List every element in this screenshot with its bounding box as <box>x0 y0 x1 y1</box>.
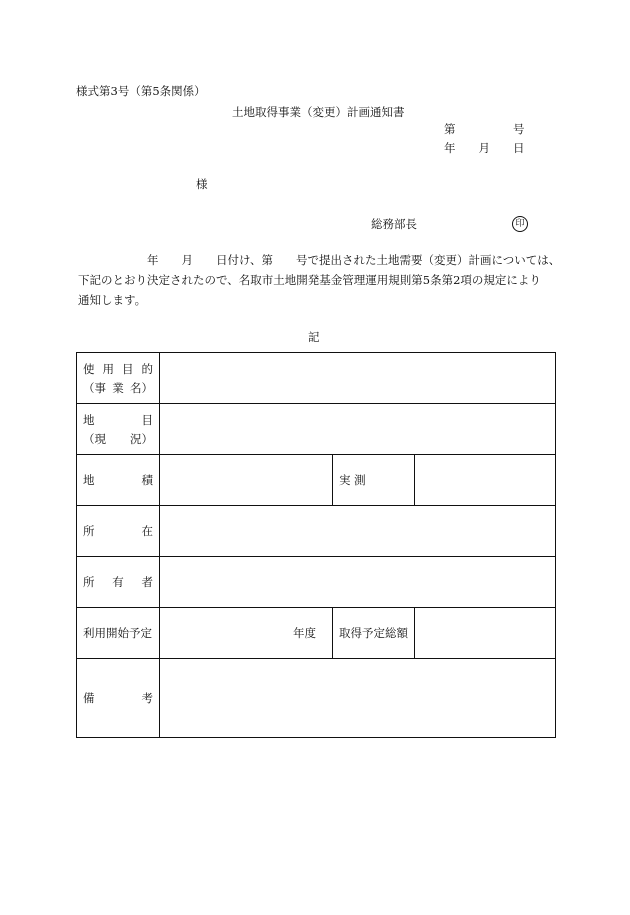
document-number: 第 号 <box>444 122 525 136</box>
sender-title: 総務部長 <box>371 217 417 231</box>
purpose-value[interactable] <box>160 353 556 404</box>
owner-value[interactable] <box>160 557 556 608</box>
survey-label: 実 測 <box>333 455 415 506</box>
document-title: 土地取得事業（変更）計画通知書 <box>232 105 405 119</box>
body-line-2: 下記のとおり決定されたので、名取市土地開発基金管理運用規則第5条第2項の規定により <box>78 273 541 287</box>
usage-start-label: 利用開始予定 <box>77 608 160 659</box>
usage-start-year[interactable]: 年度 <box>160 608 333 659</box>
land-category-row <box>77 404 556 455</box>
owner-label: 所 有 者 <box>77 557 160 608</box>
addressee-suffix: 様 <box>196 177 208 191</box>
survey-value[interactable] <box>415 455 556 506</box>
total-amount-value[interactable] <box>415 608 556 659</box>
body-line-3: 通知します。 <box>78 293 147 307</box>
location-value[interactable] <box>160 506 556 557</box>
usage-start-row <box>77 608 556 659</box>
remarks-label: 備 考 <box>77 659 160 738</box>
remarks-value[interactable] <box>160 659 556 738</box>
owner-row <box>77 557 556 608</box>
area-row <box>77 455 556 506</box>
seal-mark: 印 <box>512 216 528 232</box>
document-date: 年 月 日 <box>444 141 525 155</box>
purpose-row <box>77 353 556 404</box>
area-value[interactable] <box>160 455 333 506</box>
notice-body <box>78 250 561 310</box>
ki-heading: 記 <box>308 330 320 344</box>
form-number: 様式第3号（第5条関係） <box>76 84 206 98</box>
purpose-label: 使 用 目 的 （事 業 名） <box>77 353 160 404</box>
body-line-1: 年 月 日付け、第 号で提出された土地需要（変更）計画については、 <box>78 253 561 267</box>
location-label: 所 在 <box>77 506 160 557</box>
remarks-row <box>77 659 556 738</box>
land-category-label: 地 目 （現 況） <box>77 404 160 455</box>
area-label: 地 積 <box>77 455 160 506</box>
location-row <box>77 506 556 557</box>
total-amount-label: 取得予定総額 <box>333 608 415 659</box>
land-category-value[interactable] <box>160 404 556 455</box>
details-table <box>76 352 556 738</box>
